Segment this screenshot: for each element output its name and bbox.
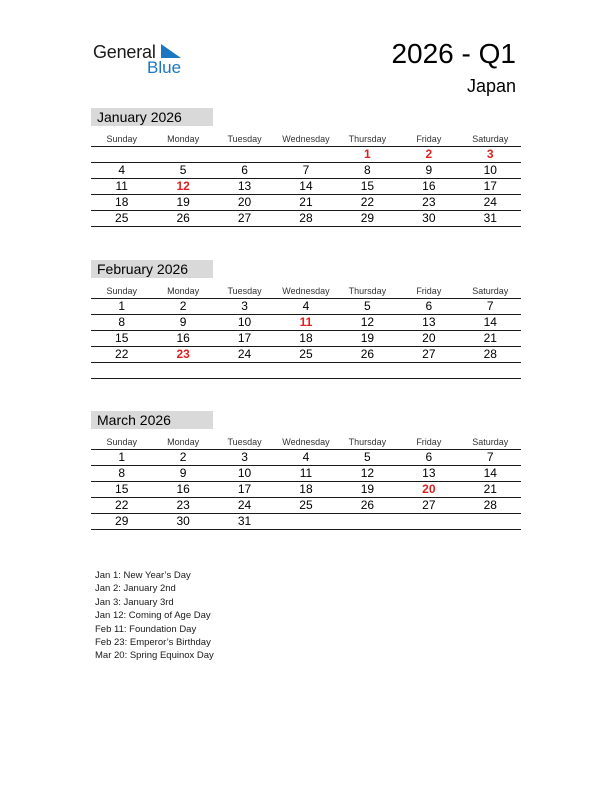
- day-cell: 26: [360, 347, 375, 361]
- day-cell: 24: [237, 498, 252, 512]
- weekday-label: Wednesday: [282, 134, 330, 144]
- weekday-label: Monday: [167, 437, 200, 447]
- day-cell: [337, 514, 398, 529]
- week-row: [91, 449, 521, 465]
- holiday-day-cell: 11: [299, 315, 313, 329]
- day-cell: 27: [422, 498, 436, 512]
- day-cell: 13: [422, 466, 436, 480]
- day-cell: 11: [115, 179, 128, 193]
- day-cell: 20: [422, 331, 436, 345]
- holiday-item: Jan 2: January 2nd: [95, 583, 176, 595]
- day-cell: 2: [179, 450, 187, 464]
- week-row: [91, 146, 521, 162]
- day-cell: 26: [176, 211, 190, 225]
- day-cell: 19: [360, 482, 375, 496]
- day-cell: 1: [118, 450, 126, 464]
- weekday-label: Saturday: [472, 134, 509, 144]
- week-rows: [91, 298, 521, 379]
- day-cell: 31: [237, 514, 252, 528]
- day-cell: 9: [179, 315, 187, 329]
- day-cell: 18: [115, 195, 129, 209]
- day-cell: 9: [425, 163, 433, 177]
- holiday-day-cell: 2: [425, 147, 433, 161]
- day-cell: 21: [483, 331, 497, 345]
- week-row: [91, 298, 521, 314]
- day-cell: [152, 147, 213, 162]
- holiday-day-cell: 23: [176, 347, 190, 361]
- weekday-header-row: [91, 132, 521, 146]
- day-cell: 4: [302, 450, 310, 464]
- week-row: [91, 314, 521, 330]
- day-cell: 14: [483, 315, 497, 329]
- day-cell: [275, 514, 336, 529]
- day-cell: 2: [179, 299, 187, 313]
- month-block: [91, 411, 521, 530]
- week-row: [91, 194, 521, 210]
- day-cell: 17: [483, 179, 497, 193]
- day-cell: 10: [237, 466, 252, 480]
- week-row: [91, 362, 521, 379]
- weekday-label: Saturday: [472, 437, 509, 447]
- weekday-header-row: [91, 435, 521, 449]
- weekday-label: Sunday: [106, 437, 137, 447]
- day-cell: 28: [299, 211, 313, 225]
- holiday-item: Feb 11: Foundation Day: [95, 623, 197, 635]
- day-cell: 7: [302, 163, 310, 177]
- week-row: [91, 210, 521, 227]
- holiday-day-cell: 12: [176, 179, 190, 193]
- day-cell: 18: [299, 331, 313, 345]
- day-cell: 6: [425, 299, 433, 313]
- day-cell: 13: [237, 179, 252, 193]
- week-row: [91, 497, 521, 513]
- day-cell: 27: [237, 211, 252, 225]
- day-cell: 15: [115, 482, 129, 496]
- month-label: March 2026: [91, 411, 213, 429]
- month-block: [91, 108, 521, 227]
- week-row: [91, 481, 521, 497]
- week-row: [91, 178, 521, 194]
- holiday-day-cell: 1: [364, 147, 371, 161]
- day-cell: 22: [360, 195, 375, 209]
- day-cell: [275, 363, 336, 378]
- day-cell: 29: [115, 514, 129, 528]
- week-rows: [91, 449, 521, 530]
- holiday-item: Feb 23: Emperor’s Birthday: [95, 637, 211, 649]
- month-label: January 2026: [91, 108, 213, 126]
- day-cell: 8: [118, 315, 126, 329]
- day-cell: 24: [483, 195, 497, 209]
- weekday-label: Sunday: [106, 134, 137, 144]
- day-cell: 28: [483, 347, 497, 361]
- day-cell: 10: [483, 163, 497, 177]
- day-cell: 25: [299, 347, 313, 361]
- week-row: [91, 346, 521, 362]
- weekday-label: Monday: [167, 286, 200, 296]
- day-cell: 23: [176, 498, 190, 512]
- day-cell: 28: [483, 498, 497, 512]
- day-cell: 8: [364, 163, 371, 177]
- day-cell: [398, 514, 459, 529]
- day-cell: 25: [115, 211, 129, 225]
- holiday-item: Jan 12: Coming of Age Day: [95, 610, 211, 622]
- day-cell: 1: [118, 299, 126, 313]
- day-cell: 9: [179, 466, 187, 480]
- day-cell: 22: [115, 498, 129, 512]
- day-cell: 17: [237, 331, 252, 345]
- day-cell: 14: [483, 466, 497, 480]
- day-cell: [275, 147, 336, 162]
- day-cell: [91, 363, 152, 378]
- day-cell: [214, 363, 275, 378]
- day-cell: 23: [422, 195, 436, 209]
- day-cell: 11: [299, 466, 313, 480]
- holiday-item: Mar 20: Spring Equinox Day: [95, 650, 214, 662]
- day-cell: 7: [486, 450, 494, 464]
- weekday-label: Thursday: [348, 286, 387, 296]
- day-cell: 13: [422, 315, 436, 329]
- week-row: [91, 513, 521, 530]
- day-cell: 16: [176, 482, 190, 496]
- day-cell: [91, 147, 152, 162]
- day-cell: 30: [422, 211, 436, 225]
- holiday-item: Jan 3: January 3rd: [95, 596, 174, 608]
- day-cell: 24: [237, 347, 252, 361]
- day-cell: 5: [179, 163, 187, 177]
- day-cell: 12: [360, 466, 375, 480]
- weekday-label: Thursday: [348, 437, 387, 447]
- day-cell: 6: [425, 450, 433, 464]
- logo-text-blue: Blue: [147, 58, 182, 77]
- day-cell: 15: [115, 331, 129, 345]
- weekday-label: Sunday: [106, 286, 137, 296]
- day-cell: 16: [422, 179, 436, 193]
- day-cell: 7: [486, 299, 494, 313]
- day-cell: 18: [299, 482, 313, 496]
- day-cell: 4: [302, 299, 310, 313]
- day-cell: [337, 363, 398, 378]
- holiday-day-cell: 3: [486, 147, 494, 161]
- day-cell: 19: [176, 195, 190, 209]
- day-cell: 10: [237, 315, 252, 329]
- day-cell: [152, 363, 213, 378]
- day-cell: 31: [483, 211, 497, 225]
- country-name: Japan: [466, 76, 516, 96]
- day-cell: 29: [360, 211, 375, 225]
- weekday-label: Tuesday: [227, 437, 262, 447]
- day-cell: [398, 363, 459, 378]
- logo-triangle-icon: [161, 44, 181, 58]
- generalblue-logo: [93, 42, 193, 78]
- day-cell: [214, 147, 275, 162]
- day-cell: 19: [360, 331, 375, 345]
- month-block: [91, 260, 521, 379]
- day-cell: 8: [118, 466, 126, 480]
- day-cell: 4: [118, 163, 126, 177]
- holiday-list: [95, 569, 214, 663]
- day-cell: 3: [241, 450, 248, 464]
- day-cell: 5: [364, 299, 371, 313]
- day-cell: 14: [299, 179, 313, 193]
- holiday-day-cell: 20: [422, 482, 436, 496]
- weekday-label: Wednesday: [282, 437, 330, 447]
- day-cell: [460, 363, 521, 378]
- day-cell: [460, 514, 521, 529]
- day-cell: 17: [237, 482, 252, 496]
- day-cell: 22: [115, 347, 129, 361]
- month-label: February 2026: [91, 260, 213, 278]
- weekday-label: Friday: [416, 286, 442, 296]
- holiday-item: Jan 1: New Year’s Day: [95, 570, 191, 581]
- weekday-label: Monday: [167, 134, 200, 144]
- day-cell: 3: [241, 299, 248, 313]
- weekday-label: Thursday: [348, 134, 387, 144]
- weekday-label: Tuesday: [227, 134, 262, 144]
- logo-text-general: General: [93, 42, 156, 62]
- day-cell: 20: [237, 195, 252, 209]
- week-row: [91, 162, 521, 178]
- day-cell: 16: [176, 331, 190, 345]
- day-cell: 26: [360, 498, 375, 512]
- week-row: [91, 465, 521, 481]
- weekday-label: Saturday: [472, 286, 509, 296]
- day-cell: 5: [364, 450, 371, 464]
- week-rows: [91, 146, 521, 227]
- day-cell: 27: [422, 347, 436, 361]
- weekday-header-row: [91, 284, 521, 298]
- day-cell: 21: [483, 482, 497, 496]
- week-row: [91, 330, 521, 346]
- weekday-label: Friday: [416, 134, 442, 144]
- day-cell: 30: [176, 514, 190, 528]
- day-cell: 12: [360, 315, 375, 329]
- day-cell: 15: [360, 179, 375, 193]
- day-cell: 21: [299, 195, 313, 209]
- page-title: 2026 - Q1: [391, 38, 516, 69]
- day-cell: 6: [241, 163, 248, 177]
- weekday-label: Wednesday: [282, 286, 330, 296]
- weekday-label: Tuesday: [227, 286, 262, 296]
- day-cell: 25: [299, 498, 313, 512]
- weekday-label: Friday: [416, 437, 442, 447]
